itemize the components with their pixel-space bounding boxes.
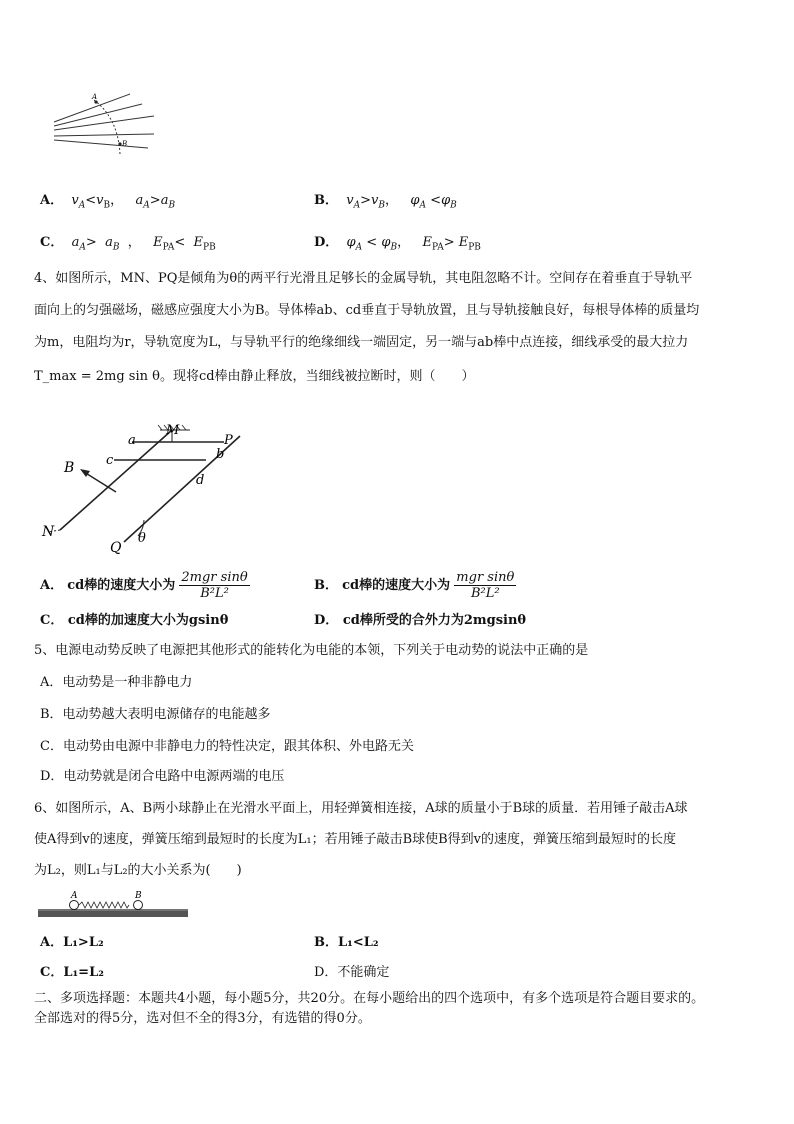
q3-option-b: B． $v_A>v_B$， $\varphi_A <\varphi_B$ bbox=[314, 193, 457, 211]
q4-label-theta: θ bbox=[138, 531, 146, 546]
q4-label-d: d bbox=[196, 473, 205, 488]
q6-stem-line2: 使A得到v的速度，弹簧压缩到最短时的长度为L₁；若用锤子敲击B球使B得到v的速度，弹簧压缩到最短时的长度 bbox=[34, 832, 677, 847]
q3-field-lines-figure bbox=[50, 88, 160, 160]
q6-stem-line1: 6、如图所示，A、B两小球静止在光滑水平面上，用轻弹簧相连接，A球的质量小于B球的质量．若用锤子敲击A球 bbox=[34, 801, 688, 816]
q3-label-b: B bbox=[122, 140, 128, 148]
q5-option-c: C．电动势由电源中非静电力的特性决定，跟其体积、外电路无关 bbox=[40, 739, 414, 754]
q4-option-b: B． cd棒的速度大小为 $\frac{\text{mgr sinθ}}{\text{B²L²}}$ bbox=[314, 570, 515, 601]
q4-rails-figure bbox=[40, 420, 260, 560]
q4-stem-line2: 面向上的匀强磁场，磁感应强度大小为B。导体棒ab、cd垂直于导轨放置，且与导轨接触良好，每根导体棒的质量均 bbox=[34, 303, 700, 318]
q6-spring-figure bbox=[38, 890, 190, 924]
q4-label-q: Q bbox=[110, 540, 122, 556]
q6-label-a: A bbox=[71, 891, 78, 901]
q4-label-c: c bbox=[106, 453, 114, 468]
q6-stem-line3: 为L₂，则L₁与L₂的大小关系为( ) bbox=[34, 863, 242, 878]
q3-option-c: C． $a_A> a_B$ ， $E_{PA}< E_{PB}$ bbox=[40, 235, 216, 253]
q4-label-b: b bbox=[216, 447, 225, 462]
q6-option-a: A．L₁>L₂ bbox=[40, 935, 104, 950]
q5-option-d: D．电动势就是闭合电路中电源两端的电压 bbox=[40, 769, 285, 784]
q5-option-b: B．电动势越大表明电源储存的电能越多 bbox=[40, 707, 271, 722]
q4-label-a: a bbox=[128, 433, 136, 448]
q6-option-d: D．不能确定 bbox=[314, 965, 390, 980]
q4-label-p: P bbox=[224, 433, 233, 448]
q4-label-m: M bbox=[166, 423, 180, 438]
q4-stem-line3: 为m，电阻均为r，导轨宽度为L，与导轨平行的绝缘细线一端固定，另一端与ab棒中点连接，细线承受的最大拉力 bbox=[34, 335, 689, 350]
q4-option-a: A． cd棒的速度大小为 $\frac{\text{2mgr sinθ}}{\text{B²L²}}$ bbox=[40, 570, 248, 601]
q3-label-a: A bbox=[92, 93, 98, 101]
q3-option-a: A． $v_A<v_B$， $a_A>a_B$ bbox=[40, 193, 176, 211]
q6-option-c: C．L₁=L₂ bbox=[40, 965, 104, 980]
q5-option-a: A．电动势是一种非静电力 bbox=[40, 675, 193, 690]
q4-option-b-fraction: $\frac{\text{mgr sinθ}}{\text{B²L²}}$ bbox=[456, 570, 515, 601]
q4-label-n: N bbox=[42, 524, 55, 540]
q4-label-field-b: B bbox=[64, 460, 75, 476]
q4-option-a-fraction: $\frac{\text{2mgr sinθ}}{\text{B²L²}}$ bbox=[181, 570, 248, 601]
q6-label-b: B bbox=[135, 891, 142, 901]
section2-heading-line2: 全部选对的得5分，选对但不全的得3分，有选错的得0分。 bbox=[34, 1011, 371, 1026]
q4-stem-line1: 4、如图所示，MN、PQ是倾角为θ的两平行光滑且足够长的金属导轨，其电阻忽略不计。空间存在着垂直于导轨平 bbox=[34, 271, 693, 286]
section2-heading-line1: 二、多项选择题：本题共4小题，每小题5分，共20分。在每小题给出的四个选项中，有多个选项是符合题目要求的。 bbox=[34, 991, 705, 1006]
q3-option-d: D． $\varphi_A < \varphi_B$， $E_{PA}> E_{PB}$ bbox=[314, 235, 481, 253]
q4-option-c: C． cd棒的加速度大小为gsinθ bbox=[40, 613, 229, 628]
q6-option-b: B．L₁<L₂ bbox=[314, 935, 379, 950]
q4-option-d: D． cd棒所受的合外力为2mgsinθ bbox=[314, 613, 527, 628]
q5-stem: 5、电源电动势反映了电源把其他形式的能转化为电能的本领，下列关于电动势的说法中正确的是 bbox=[34, 643, 589, 658]
q4-stem-line4: T_max = 2mg sin θ。现将cd棒由静止释放，当细线被拉断时，则（ ） bbox=[34, 369, 475, 384]
